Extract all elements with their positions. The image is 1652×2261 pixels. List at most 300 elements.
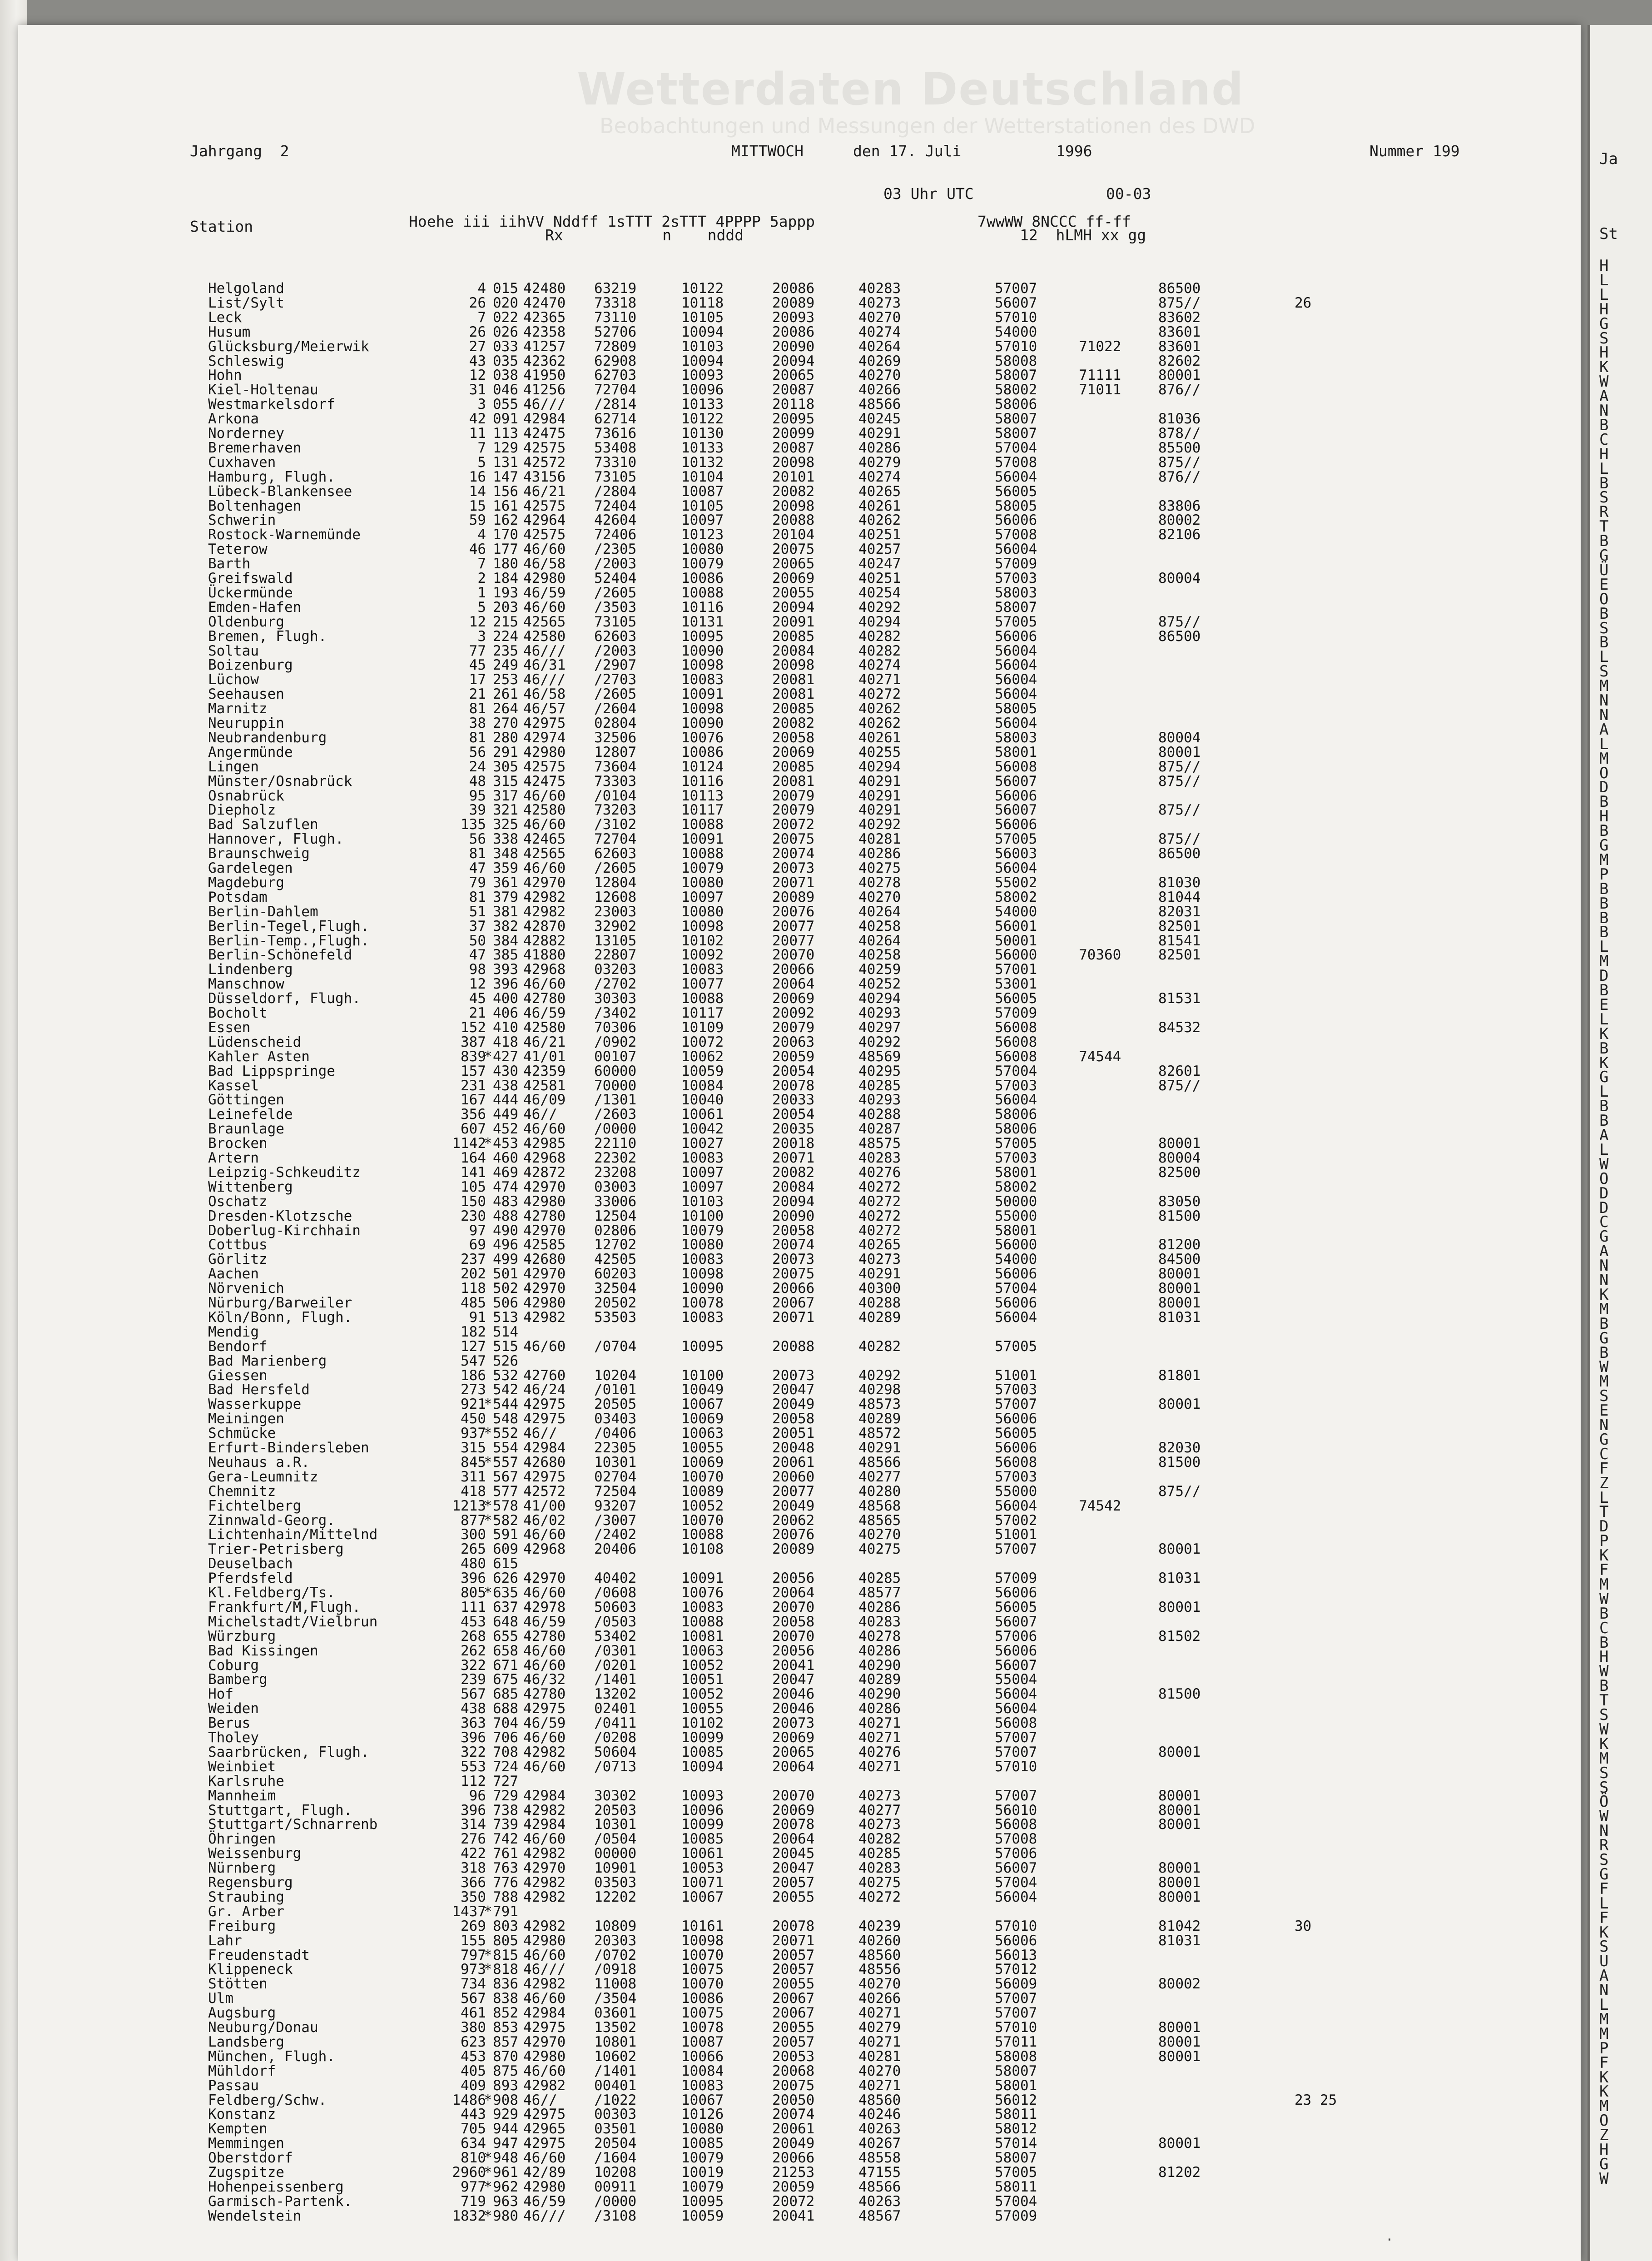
facing-page-letter: L <box>1599 271 1609 289</box>
station-name: Lüchow <box>208 671 259 688</box>
facing-page-letter: N <box>1599 1822 1609 1840</box>
group-2sttt: 20085 <box>772 628 815 645</box>
facing-page-letter: D <box>1599 1198 1609 1217</box>
station-height: 356 <box>461 1106 486 1123</box>
group-1sttt: 10067 <box>681 1888 724 1905</box>
group-2sttt: 20069 <box>772 990 815 1007</box>
group-2sttt: 20049 <box>772 1497 815 1514</box>
station-id: 948 <box>493 2150 518 2167</box>
mountain-marker: * <box>484 2164 492 2181</box>
group-iihvv: 42968 <box>523 1150 566 1166</box>
group-5appp: 56004 <box>995 657 1037 674</box>
group-4pppp: 40289 <box>858 1411 901 1427</box>
facing-page-letter: O <box>1599 1169 1609 1188</box>
group-4pppp: 48575 <box>858 1135 901 1152</box>
group-nddff: 50603 <box>594 1599 637 1615</box>
group-1sttt: 10093 <box>681 367 724 384</box>
station-height: 26 <box>469 294 486 311</box>
facing-page-letter: A <box>1599 1967 1609 1985</box>
group-5appp: 57007 <box>995 2005 1037 2022</box>
group-1sttt: 10079 <box>681 556 724 572</box>
station-name: Lüdenscheid <box>208 1034 302 1050</box>
table-row <box>18 2107 1563 2122</box>
station-name: Arkona <box>208 411 259 427</box>
mountain-marker: * <box>484 1497 492 1514</box>
table-row <box>18 745 1563 760</box>
group-4pppp: 40246 <box>858 2106 901 2123</box>
group-nddff: 20406 <box>594 1541 637 1558</box>
station-name: Stuttgart, Flugh. <box>208 1802 352 1819</box>
group-nddff: 73105 <box>594 468 637 485</box>
station-height: 405 <box>461 2062 486 2079</box>
group-iihvv: 42465 <box>523 831 566 848</box>
facing-page-letter: C <box>1599 430 1609 449</box>
group-8nccc: 86500 <box>1158 280 1201 297</box>
group-1sttt: 10075 <box>681 2005 724 2022</box>
group-5appp: 57007 <box>995 1787 1037 1804</box>
group-2sttt: 20047 <box>772 1671 815 1688</box>
group-1sttt: 10102 <box>681 932 724 949</box>
group-1sttt: 10161 <box>681 1918 724 1934</box>
table-row <box>18 427 1563 441</box>
table-row <box>18 1963 1563 1977</box>
group-2sttt: 20089 <box>772 294 815 311</box>
group-iihvv: 42470 <box>523 294 566 311</box>
station-name: Würzburg <box>208 1628 276 1645</box>
station-height: 38 <box>469 715 486 731</box>
group-nddff: 22302 <box>594 1150 637 1166</box>
group-5appp: 56010 <box>995 1802 1037 1819</box>
station-id: 838 <box>493 1990 518 2007</box>
group-iihvv: 42975 <box>523 1700 566 1717</box>
group-nddff: 03003 <box>594 1178 637 1195</box>
group-nddff: /2402 <box>594 1526 637 1543</box>
group-nddff: 20502 <box>594 1295 637 1311</box>
group-iihvv: 46/60 <box>523 541 566 558</box>
station-id: 406 <box>493 1005 518 1021</box>
station-id: 875 <box>493 2062 518 2079</box>
group-4pppp: 40272 <box>858 1222 901 1239</box>
group-iihvv: 42975 <box>523 1396 566 1413</box>
station-height: 4 <box>477 280 486 297</box>
group-7wwww: 71111 <box>1079 367 1121 384</box>
mountain-marker: * <box>484 1396 492 1413</box>
station-name: Kempten <box>208 2121 268 2137</box>
station-name: Wasserkuppe <box>208 1396 302 1413</box>
station-id: 962 <box>493 2178 518 2195</box>
facing-page-letter: M <box>1599 2097 1609 2116</box>
station-height: 300 <box>461 1526 486 1543</box>
group-iihvv: 42980 <box>523 744 566 760</box>
group-2sttt: 20061 <box>772 1454 815 1471</box>
station-height: 21 <box>469 686 486 703</box>
facing-page-letter: U <box>1599 1952 1609 1971</box>
group-4pppp: 40273 <box>858 294 901 311</box>
group-nddff: /2907 <box>594 657 637 674</box>
group-8nccc: 81200 <box>1158 1237 1201 1253</box>
station-id: 361 <box>493 874 518 891</box>
group-nddff: /1301 <box>594 1092 637 1108</box>
group-2sttt: 20085 <box>772 701 815 717</box>
station-id: 203 <box>493 599 518 616</box>
group-1sttt: 10053 <box>681 1860 724 1877</box>
group-2sttt: 20075 <box>772 541 815 558</box>
group-2sttt: 20065 <box>772 367 815 384</box>
group-iihvv: 42872 <box>523 1164 566 1181</box>
group-1sttt: 10052 <box>681 1686 724 1703</box>
group-iihvv: 42780 <box>523 1686 566 1703</box>
group-4pppp: 48572 <box>858 1425 901 1442</box>
group-4pppp: 40279 <box>858 454 901 471</box>
station-name: Weiden <box>208 1700 259 1717</box>
group-4pppp: 40286 <box>858 1700 901 1717</box>
group-iihvv: 42984 <box>523 1787 566 1804</box>
station-height: 12 <box>469 976 486 993</box>
group-2sttt: 20092 <box>772 1005 815 1021</box>
group-5appp: 56000 <box>995 947 1037 964</box>
group-iihvv: 46/60 <box>523 1642 566 1659</box>
group-nddff: /1401 <box>594 1671 637 1688</box>
station-height: 45 <box>469 990 486 1007</box>
group-4pppp: 40292 <box>858 816 901 833</box>
group-4pppp: 40283 <box>858 1860 901 1877</box>
group-2sttt: 20090 <box>772 338 815 355</box>
mountain-marker: * <box>484 1048 492 1065</box>
station-height: 56 <box>469 744 486 760</box>
group-5appp: 58005 <box>995 497 1037 514</box>
facing-page-letter: W <box>1599 1720 1609 1739</box>
station-height: 380 <box>461 2019 486 2036</box>
group-1sttt: 10095 <box>681 1338 724 1355</box>
station-name: Westmarkelsdorf <box>208 396 335 413</box>
group-5appp: 57006 <box>995 1845 1037 1862</box>
group-iihvv: 42580 <box>523 802 566 819</box>
group-nddff: 12807 <box>594 744 637 760</box>
group-1sttt: 10098 <box>681 1932 724 1949</box>
table-row <box>18 977 1563 992</box>
group-4pppp: 40293 <box>858 1092 901 1108</box>
group-2sttt: 20064 <box>772 1831 815 1848</box>
group-5appp: 57003 <box>995 570 1037 586</box>
station-id: 483 <box>493 1193 518 1210</box>
station-name: Zugspitze <box>208 2164 284 2181</box>
group-5appp: 57009 <box>995 1005 1037 1021</box>
group-1sttt: 10071 <box>681 1874 724 1891</box>
station-id: 430 <box>493 1063 518 1079</box>
group-5appp: 56007 <box>995 1613 1037 1630</box>
group-iihvv: 46/59 <box>523 1005 566 1021</box>
group-iihvv: 42760 <box>523 1367 566 1384</box>
group-4pppp: 40266 <box>858 1990 901 2007</box>
group-1sttt: 10069 <box>681 1454 724 1471</box>
facing-page-letter: Ö <box>1599 1793 1609 1811</box>
group-5appp: 57007 <box>995 1396 1037 1413</box>
group-5appp: 58002 <box>995 382 1037 398</box>
group-5appp: 57004 <box>995 1280 1037 1297</box>
station-id: 506 <box>493 1295 518 1311</box>
station-name: Leck <box>208 309 242 326</box>
group-nddff: /0000 <box>594 1121 637 1138</box>
group-4pppp: 40261 <box>858 729 901 746</box>
facing-page-letter: B <box>1599 880 1609 898</box>
group-2sttt: 20090 <box>772 1208 815 1224</box>
facing-page-letter: L <box>1599 648 1609 666</box>
station-id: 961 <box>493 2164 518 2181</box>
group-2sttt: 20049 <box>772 1396 815 1413</box>
table-row <box>18 2079 1563 2093</box>
group-1sttt: 10097 <box>681 1164 724 1181</box>
group-4pppp: 40271 <box>858 671 901 688</box>
group-iihvv: 42980 <box>523 1932 566 1949</box>
group-iihvv: 46// <box>523 1106 557 1123</box>
group-2sttt: 20056 <box>772 1570 815 1587</box>
group-iihvv: 42980 <box>523 570 566 586</box>
group-iihvv: 42475 <box>523 773 566 790</box>
station-name: Osnabrück <box>208 787 284 804</box>
group-5appp: 58007 <box>995 2150 1037 2167</box>
group-nddff: /2605 <box>594 860 637 876</box>
station-name: Lingen <box>208 758 259 775</box>
group-2sttt: 20081 <box>772 773 815 790</box>
station-id: 381 <box>493 903 518 920</box>
group-iihvv: 46/58 <box>523 556 566 572</box>
group-4pppp: 40297 <box>858 1019 901 1036</box>
group-iihvv: 46/60 <box>523 1338 566 1355</box>
table-row <box>18 1571 1563 1586</box>
station-id: 708 <box>493 1744 518 1760</box>
station-id: 215 <box>493 613 518 630</box>
group-nddff: 52706 <box>594 323 637 340</box>
group-2sttt: 20088 <box>772 1338 815 1355</box>
table-row <box>18 687 1563 702</box>
group-1sttt: 10063 <box>681 1425 724 1442</box>
station-name: Husum <box>208 323 251 340</box>
table-row <box>18 847 1563 861</box>
group-1sttt: 10067 <box>681 2092 724 2108</box>
group-nddff: 10301 <box>594 1454 637 1471</box>
table-row <box>18 716 1563 731</box>
group-nddff: /0702 <box>594 1947 637 1963</box>
station-name: Berus <box>208 1715 251 1732</box>
group-iihvv: 42572 <box>523 454 566 471</box>
group-5appp: 56012 <box>995 2092 1037 2108</box>
station-height: 69 <box>469 1237 486 1253</box>
group-1sttt: 10122 <box>681 411 724 427</box>
facing-page-edge <box>1588 25 1652 2261</box>
group-2sttt: 20064 <box>772 976 815 993</box>
group-5appp: 56004 <box>995 468 1037 485</box>
table-row <box>18 2180 1563 2195</box>
table-row <box>18 1238 1563 1252</box>
facing-page-letter: S <box>1599 1778 1609 1797</box>
station-id: 857 <box>493 2033 518 2050</box>
station-name: Helgoland <box>208 280 284 297</box>
group-8nccc: 80001 <box>1158 1744 1201 1760</box>
group-2sttt: 20069 <box>772 1802 815 1819</box>
station-height: 239 <box>461 1671 486 1688</box>
station-id: 944 <box>493 2121 518 2137</box>
facing-page-letter: N <box>1599 691 1609 710</box>
group-nddff: 72504 <box>594 1483 637 1500</box>
group-5appp: 55004 <box>995 1671 1037 1688</box>
station-height: 37 <box>469 918 486 934</box>
group-2sttt: 20069 <box>772 744 815 760</box>
group-nddff: 23208 <box>594 1164 637 1181</box>
group-2sttt: 20079 <box>772 802 815 819</box>
group-5appp: 58001 <box>995 1164 1037 1181</box>
group-2sttt: 20045 <box>772 1845 815 1862</box>
group-iihvv: 42970 <box>523 1280 566 1297</box>
group-5appp: 58003 <box>995 729 1037 746</box>
group-iihvv: 46/// <box>523 396 566 413</box>
group-iihvv: 42970 <box>523 1178 566 1195</box>
group-4pppp: 40270 <box>858 309 901 326</box>
group-1sttt: 10079 <box>681 2178 724 2195</box>
station-id: 615 <box>493 1555 518 1572</box>
facing-page-letter: B <box>1599 1314 1609 1333</box>
group-5appp: 57007 <box>995 280 1037 297</box>
station-name: Oschatz <box>208 1193 268 1210</box>
station-name: Erfurt-Bindersleben <box>208 1440 369 1456</box>
group-8nccc: 85500 <box>1158 439 1201 456</box>
group-4pppp: 40279 <box>858 2019 901 2036</box>
group-nddff: 20303 <box>594 1932 637 1949</box>
station-name: Kahler Asten <box>208 1048 310 1065</box>
station-name: Giessen <box>208 1367 268 1384</box>
group-iihvv: 42/89 <box>523 2164 566 2181</box>
facing-page-letter: D <box>1599 1517 1609 1536</box>
group-nddff: 72704 <box>594 382 637 398</box>
group-2sttt: 20081 <box>772 671 815 688</box>
station-name: Braunlage <box>208 1121 284 1138</box>
group-nddff: /2814 <box>594 396 637 413</box>
table-row <box>18 630 1563 644</box>
group-2sttt: 20094 <box>772 599 815 616</box>
facing-page-letter: K <box>1599 1923 1609 1942</box>
group-4pppp: 40271 <box>858 1715 901 1732</box>
station-id: 548 <box>493 1411 518 1427</box>
station-name: Teterow <box>208 541 268 558</box>
group-2sttt: 20053 <box>772 2048 815 2065</box>
group-5appp: 56004 <box>995 642 1037 659</box>
facing-page-letter: L <box>1599 735 1609 753</box>
group-5appp: 57010 <box>995 309 1037 326</box>
facing-page-letter: N <box>1599 1981 1609 2000</box>
station-height: 422 <box>461 1845 486 1862</box>
group-8nccc: 81502 <box>1158 1628 1201 1645</box>
group-nddff: 00911 <box>594 2178 637 2195</box>
station-height: 443 <box>461 2106 486 2123</box>
station-name: Tholey <box>208 1729 259 1746</box>
facing-page-letter: N <box>1599 402 1609 420</box>
group-iihvv: 42980 <box>523 2178 566 2195</box>
group-2sttt: 20057 <box>772 1874 815 1891</box>
group-8nccc: 80001 <box>1158 1599 1201 1615</box>
group-4pppp: 40294 <box>858 990 901 1007</box>
station-name: Bad Hersfeld <box>208 1381 310 1398</box>
station-height: 155 <box>461 1932 486 1949</box>
group-4pppp: 40277 <box>858 1468 901 1485</box>
group-nddff: 53503 <box>594 1309 637 1326</box>
group-5appp: 58001 <box>995 2077 1037 2094</box>
group-nddff: /2804 <box>594 483 637 500</box>
station-id: 582 <box>493 1512 518 1529</box>
group-4pppp: 40285 <box>858 1570 901 1587</box>
table-row <box>18 1166 1563 1180</box>
station-name: Augsburg <box>208 2005 276 2022</box>
group-nddff: 72809 <box>594 338 637 355</box>
group-nddff: 73303 <box>594 773 637 790</box>
group-4pppp: 40298 <box>858 1381 901 1398</box>
group-5appp: 58007 <box>995 2062 1037 2079</box>
group-1sttt: 10090 <box>681 642 724 659</box>
group-4pppp: 40276 <box>858 1744 901 1760</box>
station-name: Ückermünde <box>208 584 293 601</box>
group-nddff: /3102 <box>594 816 637 833</box>
group-iihvv: 46/60 <box>523 860 566 876</box>
group-1sttt: 10124 <box>681 758 724 775</box>
station-height: 418 <box>461 1483 486 1500</box>
facing-page-letter: S <box>1599 329 1609 348</box>
station-id: 544 <box>493 1396 518 1413</box>
station-name: Görlitz <box>208 1251 268 1268</box>
group-5appp: 57010 <box>995 1758 1037 1775</box>
group-4pppp: 40262 <box>858 512 901 529</box>
group-iihvv: 42975 <box>523 715 566 731</box>
group-5appp: 57011 <box>995 2033 1037 2050</box>
group-2sttt: 20063 <box>772 1034 815 1050</box>
station-name: Chemnitz <box>208 1483 276 1500</box>
group-iihvv: 46/60 <box>523 1729 566 1746</box>
station-name: Freudenstadt <box>208 1947 310 1963</box>
mountain-marker: * <box>484 1454 492 1471</box>
group-iihvv: 46/59 <box>523 1613 566 1630</box>
group-5appp: 56004 <box>995 1888 1037 1905</box>
group-2sttt: 20071 <box>772 874 815 891</box>
station-height: 81 <box>469 845 486 862</box>
group-iihvv: 42982 <box>523 1845 566 1862</box>
group-5appp: 51001 <box>995 1367 1037 1384</box>
station-height: 202 <box>461 1266 486 1282</box>
group-2sttt: 20065 <box>772 1744 815 1760</box>
group-4pppp: 40272 <box>858 686 901 703</box>
group-iihvv: 42982 <box>523 1874 566 1891</box>
group-2sttt: 20082 <box>772 483 815 500</box>
group-8nccc: 875// <box>1158 454 1201 471</box>
facing-page-letter: W <box>1599 1590 1609 1608</box>
group-5appp: 57007 <box>995 1729 1037 1746</box>
group-2sttt: 20075 <box>772 2077 815 2094</box>
station-height: 268 <box>461 1628 486 1645</box>
group-4pppp: 40271 <box>858 1758 901 1775</box>
facing-page-letter: B <box>1599 1097 1609 1116</box>
group-1sttt: 10086 <box>681 1990 724 2007</box>
group-2sttt: 20077 <box>772 1483 815 1500</box>
facing-page-letter: F <box>1599 2053 1609 2072</box>
group-iihvv: 42575 <box>523 497 566 514</box>
group-8nccc: 80001 <box>1158 1888 1201 1905</box>
group-2sttt: 20073 <box>772 1251 815 1268</box>
station-name: Schwerin <box>208 512 276 529</box>
group-1sttt: 10097 <box>681 512 724 529</box>
station-id: 637 <box>493 1599 518 1615</box>
station-id: 400 <box>493 990 518 1007</box>
station-id: 655 <box>493 1628 518 1645</box>
station-name: Passau <box>208 2077 259 2094</box>
group-8nccc: 81500 <box>1158 1454 1201 1471</box>
group-4pppp: 40274 <box>858 657 901 674</box>
group-nddff: 20505 <box>594 1396 637 1413</box>
